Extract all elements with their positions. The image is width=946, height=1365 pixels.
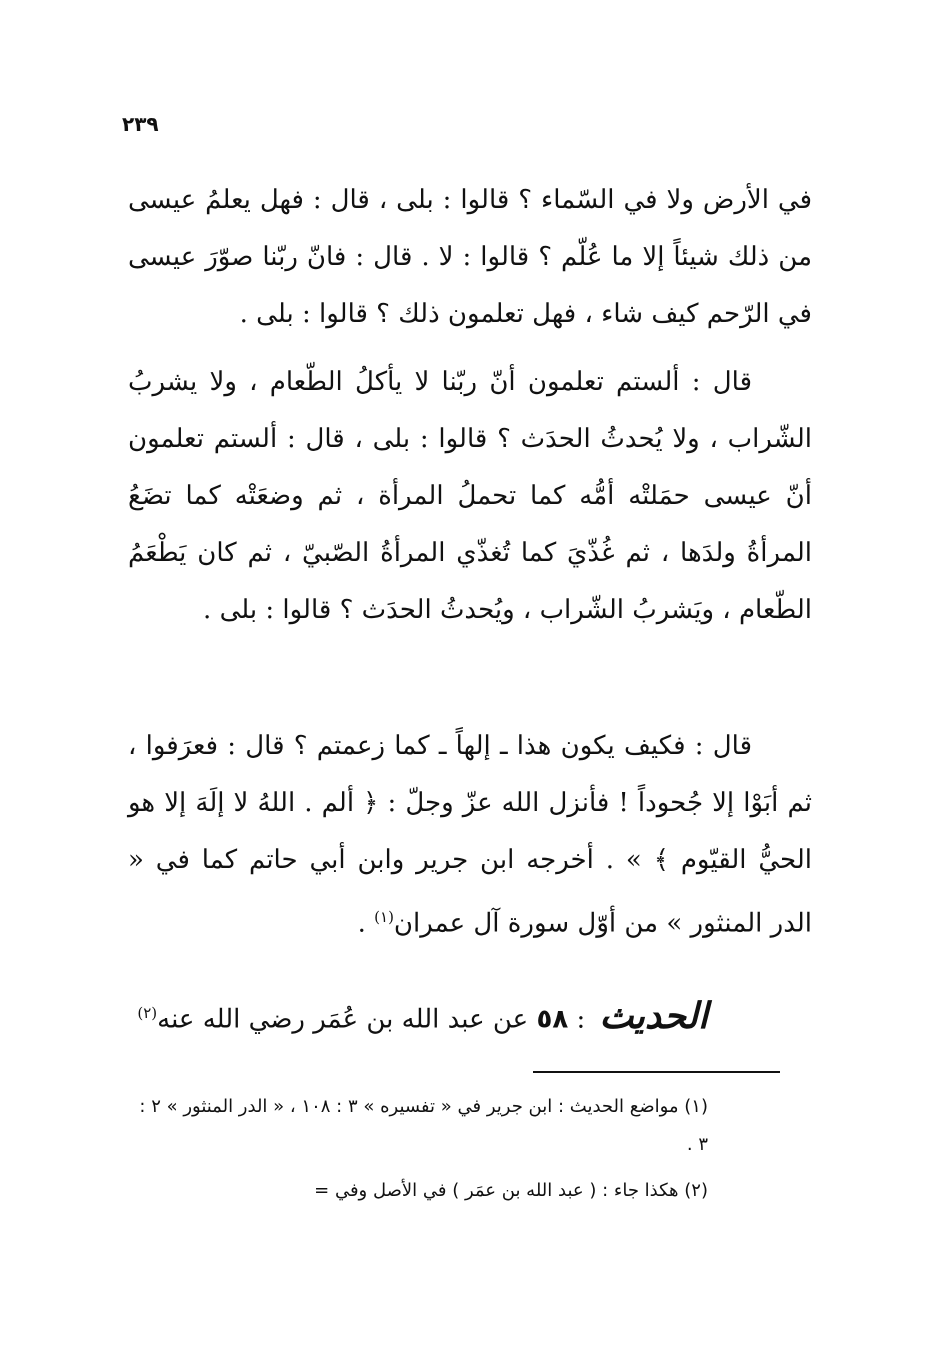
footnote-2: (٢) هكذا جاء : ( عبد الله بن عمَر ) في الأصل وفي = (314, 1180, 708, 1201)
hadith-separator: : (568, 1004, 594, 1035)
hadith-label: الحديث (599, 994, 708, 1037)
footnote-marker-1: (١) (374, 908, 394, 926)
paragraph-3 (128, 718, 812, 953)
hadith-number: ٥٨ (536, 1004, 569, 1035)
paragraph-1: في الأرض ولا في السّماء ؟ قالوا : بلى ، قال : فهل يعلمُ عيسى من ذلك شيئاً إلا ما عُلّم ؟ قالوا : لا . قال : فانّ ربّنا صوّرَ عيسى في الرّحم كيف شاء ، فهل تعلمون ذلك ؟ قالوا : بلى . (128, 185, 812, 329)
footnotes (128, 1088, 708, 1210)
paragraph-3-text: قال : فكيف يكون هذا ـ إلهاً ـ كما زعمتم ؟ قال : فعرَفوا ، ثم أبَوْا إلا جُحوداً ! فأنزل الله عزّ وجلّ : ﴿ ألم . اللهُ لا إلَهَ إلا هو الحيُّ القيّوم ﴾ » . أخرجه ابن جرير وابن أبي حاتم كما في « الدر المنثور » من أوّل سورة آل عمران (128, 731, 812, 939)
hadith-text: عن عبد الله بن عُمَر رضي الله عنه (157, 1004, 537, 1035)
paragraph-2: قال : ألستم تعلمون أنّ ربّنا لا يأكلُ الطّعام ، ولا يشربُ الشّراب ، ولا يُحدثُ الحدَث ؟ قالوا : بلى ، قال : ألستم تعلمون أنّ عيسى حمَلتْه أمُّه كما تحملُ المرأة ، ثم وضعَتْه كما تضَعُ المرأةُ ولدَها ، ثم غُذّيَ كما تُغذّي المرأةُ الصّبيّ ، ثم كان يَطْعَمُ الطّعام ، ويَشربُ الشّراب ، ويُحدثُ الحدَث ؟ قالوا : بلى . (128, 367, 812, 625)
footnote-marker-2: (٢) (137, 1004, 158, 1022)
footnote-1: (١) مواضع الحديث : ابن جرير في « تفسيره » ٣ : ١٠٨ ، « الدر المنثور » ٢ : ٣ . (139, 1096, 708, 1155)
footnote-separator (533, 1071, 780, 1073)
page-number: ٢٣٩ (122, 112, 159, 136)
hadith-heading (128, 985, 708, 1049)
paragraph-3-end: . (357, 908, 375, 939)
